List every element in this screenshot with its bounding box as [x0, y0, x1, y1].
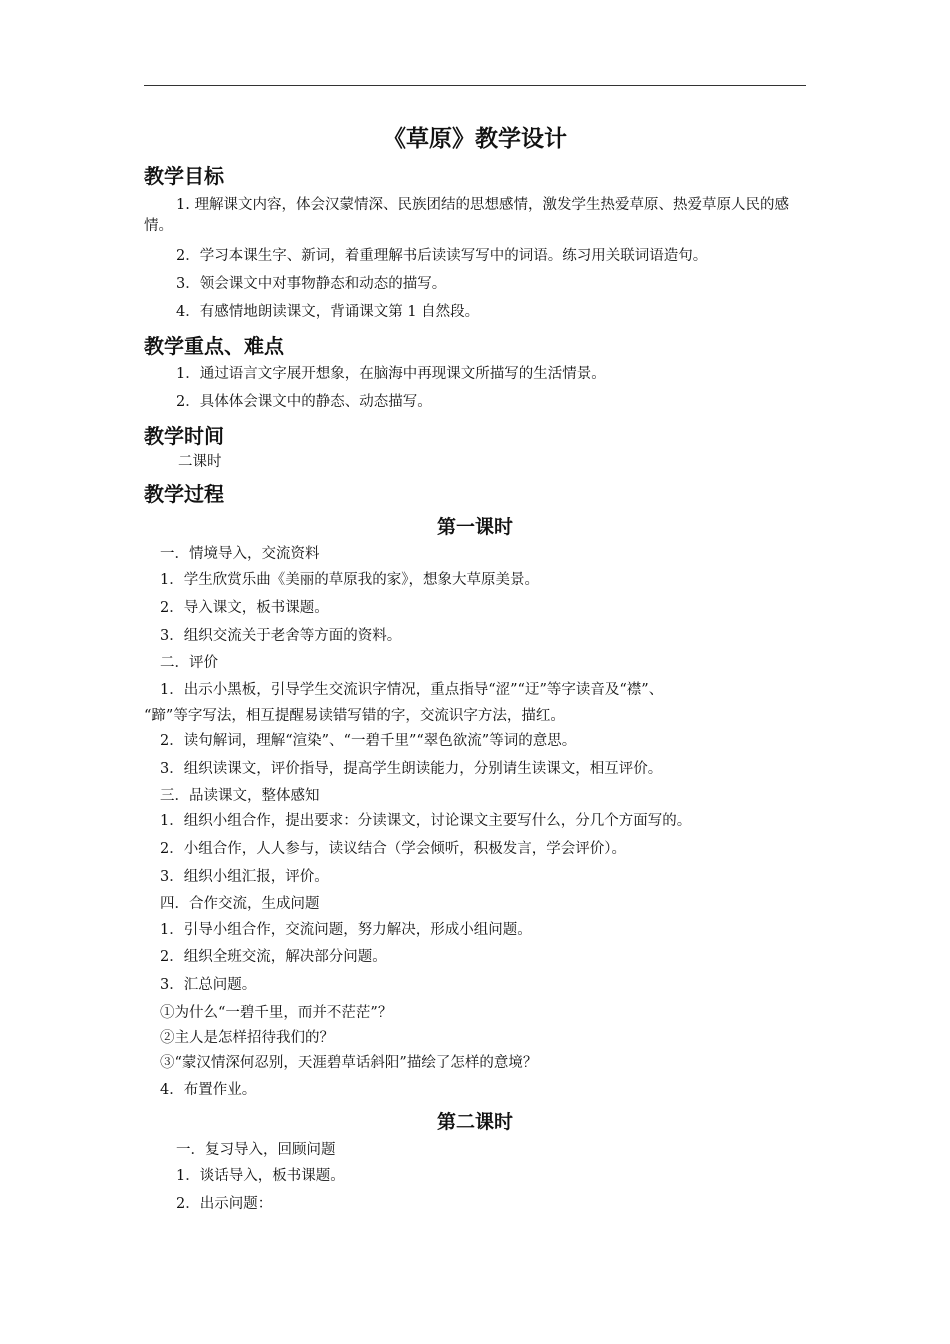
lesson2-line: 一．复习导入，回顾问题 [176, 1142, 336, 1158]
lesson2-heading: 第二课时 [436, 1111, 513, 1133]
lesson2-line: 2．出示问题： [176, 1196, 273, 1212]
key-point-2: 2．具体体会课文中的静态、动态描写。 [176, 394, 432, 410]
lesson2-line: 1．谈话导入，板书课题。 [176, 1168, 345, 1184]
lesson1-line: 4．布置作业。 [160, 1082, 257, 1098]
lesson1-line: 一．情境导入，交流资料 [160, 546, 320, 562]
goal-item-4: 4．有感情地朗读课文，背诵课文第 1 自然段。 [176, 304, 480, 320]
lesson1-line: 2．组织全班交流，解决部分问题。 [160, 949, 387, 965]
lesson1-line: ③“蒙汉情深何忍别，天涯碧草话斜阳”描绘了怎样的意境？ [160, 1055, 538, 1071]
heading-process: 教学过程 [144, 482, 224, 506]
lesson1-line: “蹄”等字写法，相互提醒易读错写错的字，交流识字方法，描红。 [144, 708, 565, 724]
lesson1-line: 1．组织小组合作，提出要求：分读课文，讨论课文主要写什么，分几个方面写的。 [160, 813, 692, 829]
key-point-1: 1．通过语言文字展开想象，在脑海中再现课文所描写的生活情景。 [176, 366, 606, 382]
lesson1-line: ②主人是怎样招待我们的？ [160, 1030, 334, 1046]
document-title: 《草原》教学设计 [383, 125, 567, 152]
goal-item-3: 3．领会课文中对事物静态和动态的描写。 [176, 276, 447, 292]
lesson1-line: 1．学生欣赏乐曲《美丽的草原我的家》，想象大草原美景。 [160, 572, 539, 588]
lesson1-line: 1．出示小黑板，引导学生交流识字情况，重点指导“涩”“迂”等字读音及“襟”、 [160, 682, 664, 698]
heading-goals: 教学目标 [144, 164, 224, 188]
lesson1-heading: 第一课时 [436, 516, 513, 538]
lesson1-line: 二．评价 [160, 655, 218, 671]
heading-key-points: 教学重点、难点 [144, 334, 284, 358]
goal-item-2: 2．学习本课生字、新词，着重理解书后读读写写中的词语。练习用关联词语造句。 [176, 248, 708, 264]
goal-item-1: 1. 理解课文内容，体会汉蒙情深、民族团结的思想感情，激发学生热爱草原、热爱草原人民的感情。 [144, 197, 789, 234]
lesson1-line: 3．组织小组汇报，评价。 [160, 869, 329, 885]
lesson1-line: 四．合作交流，生成问题 [160, 896, 320, 912]
lesson1-line: 1．引导小组合作，交流问题，努力解决，形成小组问题。 [160, 922, 532, 938]
lesson1-line: 3．组织交流关于老舍等方面的资料。 [160, 628, 402, 644]
lesson1-line: ①为什么“一碧千里，而并不茫茫”？ [160, 1005, 393, 1021]
lesson1-line: 2．小组合作，人人参与，读议结合（学会倾听，积极发言，学会评价）。 [160, 841, 626, 857]
lesson1-line: 2．导入课文，板书课题。 [160, 600, 329, 616]
time-text: 二课时 [178, 454, 222, 470]
heading-time: 教学时间 [144, 424, 224, 448]
lesson1-line: 三．品读课文，整体感知 [160, 788, 320, 804]
header-rule [144, 85, 806, 86]
lesson1-line: 3．组织读课文，评价指导，提高学生朗读能力，分别请生读课文，相互评价。 [160, 761, 663, 777]
lesson1-line: 2．读句解词，理解“渲染”、“一碧千里”“翠色欲流”等词的意思。 [160, 733, 577, 749]
lesson1-line: 3．汇总问题。 [160, 977, 257, 993]
